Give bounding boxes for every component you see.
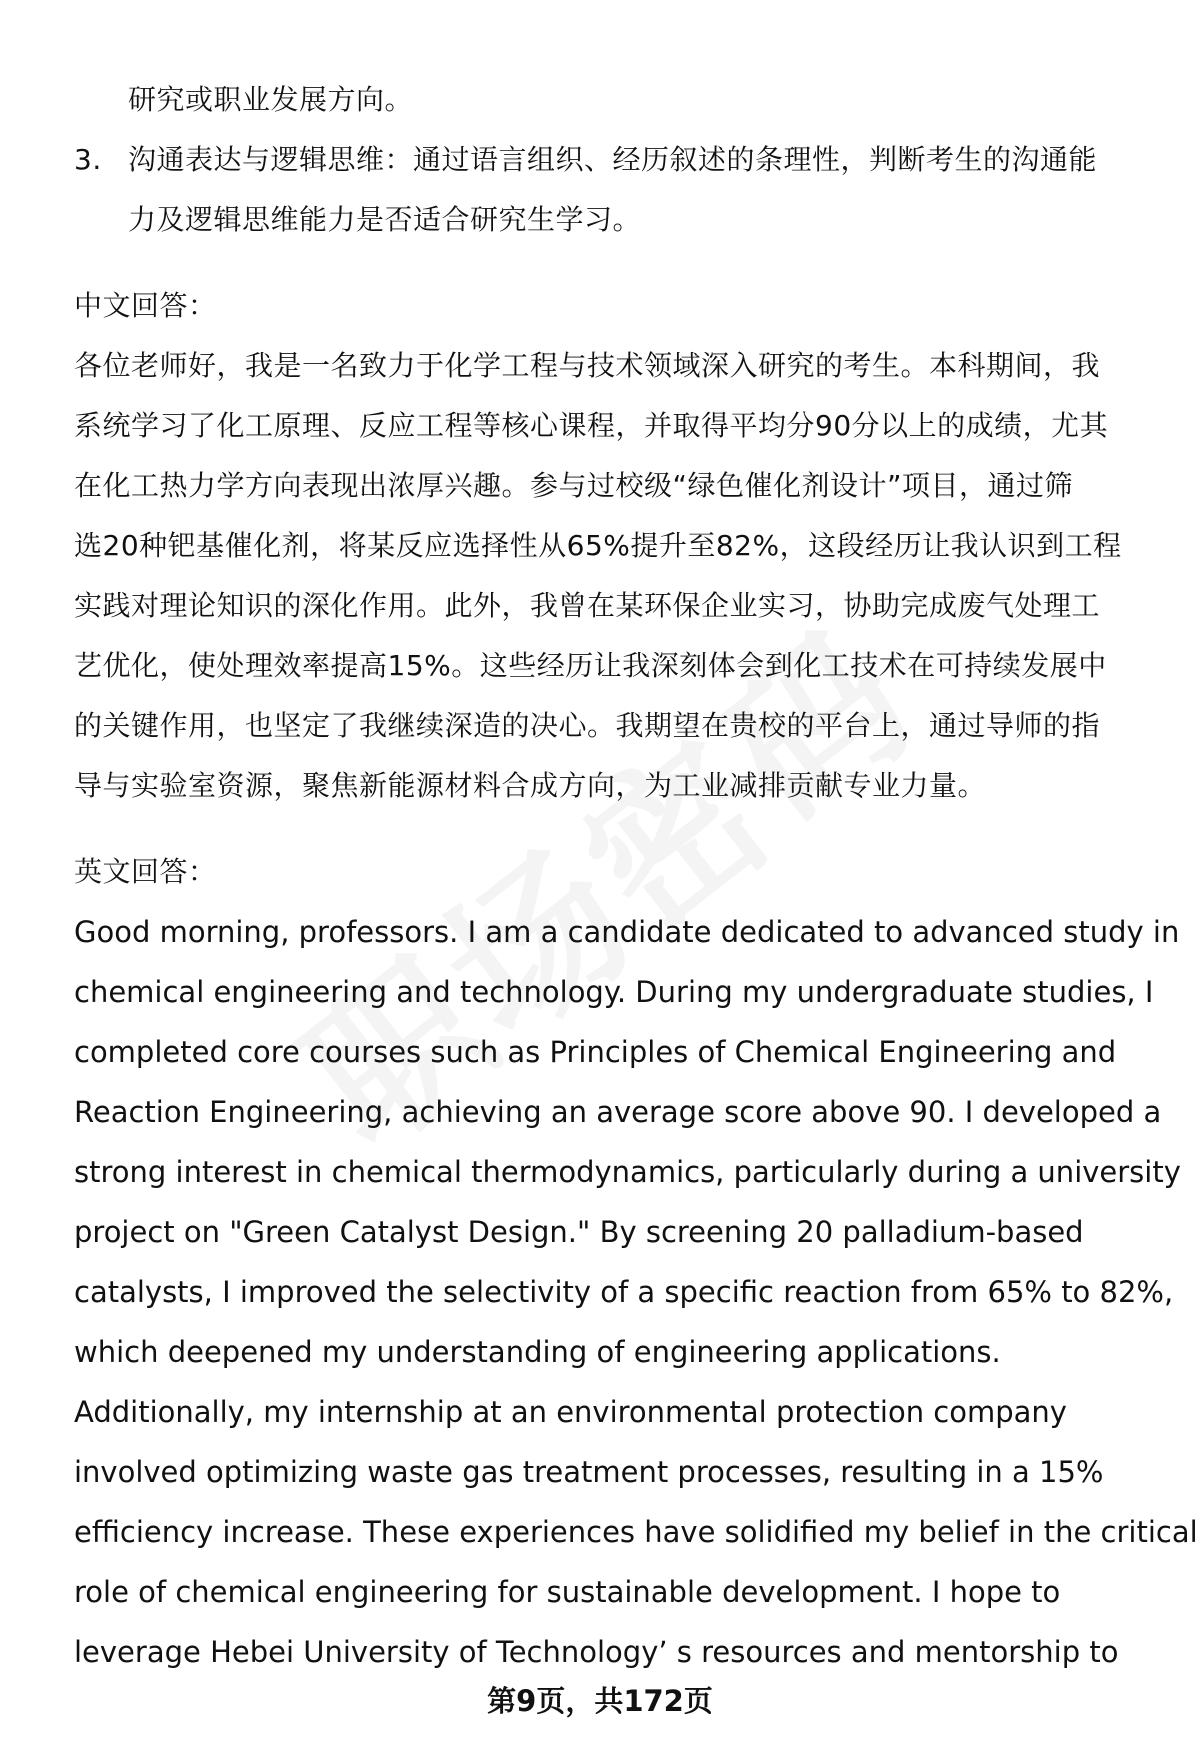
paragraph-line: completed core courses such as Principles of Chemical Engineering and (74, 1035, 1117, 1069)
paragraph-line: project on "Green Catalyst Design." By screening 20 palladium-based (74, 1215, 1084, 1249)
paragraph-line: 导与实验室资源，聚焦新能源材料合成方向，为工业减排贡献专业力量。 (74, 769, 987, 802)
list-item-text: 沟通表达与逻辑思维：通过语言组织、经历叙述的条理性，判断考生的沟通能 (128, 143, 1098, 176)
paragraph-line: chemical engineering and technology. During my undergraduate studies, I (74, 975, 1154, 1009)
paragraph-line: 的关键作用，也坚定了我继续深造的决心。我期望在贵校的平台上，通过导师的指 (74, 709, 1101, 742)
paragraph-line: strong interest in chemical thermodynamics, particularly during a university (74, 1155, 1181, 1189)
paragraph-line: which deepened my understanding of engineering applications. (74, 1335, 1001, 1369)
chinese-answer-label: 中文回答： (74, 289, 217, 322)
paragraph-line: 系统学习了化工原理、反应工程等核心课程，并取得平均分90分以上的成绩，尤其 (74, 409, 1109, 442)
paragraph-line: Good morning, professors. I am a candidate dedicated to advanced study in (74, 915, 1180, 949)
paragraph-line: 实践对理论知识的深化作用。此外，我曾在某环保企业实习，协助完成废气处理工 (74, 589, 1101, 622)
list-continuation: 研究或职业发展方向。 (128, 83, 414, 116)
paragraph-line: leverage Hebei University of Technology’ s resources and mentorship to (74, 1635, 1119, 1669)
paragraph-line: efficiency increase. These experiences have solidified my belief in the critical (74, 1515, 1198, 1549)
chinese-answer-paragraph (74, 336, 1154, 816)
list-item-3 (64, 130, 1154, 190)
paragraph-line: 艺优化，使处理效率提高15%。这些经历让我深刻体会到化工技术在可持续发展中 (74, 649, 1107, 682)
paragraph-line: 选20种钯基催化剂，将某反应选择性从65%提升至82%，这段经历让我认识到工程 (74, 529, 1122, 562)
paragraph-line: Additionally, my internship at an environmental protection company (74, 1395, 1067, 1429)
english-answer-label: 英文回答： (74, 855, 217, 888)
paragraph-line: role of chemical engineering for sustainable development. I hope to (74, 1575, 1061, 1609)
page-number: 第9页，共172页 (487, 1684, 713, 1718)
paragraph-line: catalysts, I improved the selectivity of a specific reaction from 65% to 82%, (74, 1275, 1174, 1309)
english-answer-paragraph (74, 902, 1198, 1682)
paragraph-line: 在化工热力学方向表现出浓厚兴趣。参与过校级“绿色催化剂设计”项目，通过筛 (74, 469, 1074, 502)
paragraph-line: Reaction Engineering, achieving an average score above 90. I developed a (74, 1095, 1162, 1129)
document-body (74, 70, 1198, 1682)
paragraph-line: involved optimizing waste gas treatment processes, resulting in a 15% (74, 1455, 1104, 1489)
list-item-3-continuation: 力及逻辑思维能力是否适合研究生学习。 (128, 203, 642, 236)
list-number: 3. (74, 143, 102, 176)
paragraph-line: 各位老师好，我是一名致力于化学工程与技术领域深入研究的考生。本科期间，我 (74, 349, 1101, 382)
